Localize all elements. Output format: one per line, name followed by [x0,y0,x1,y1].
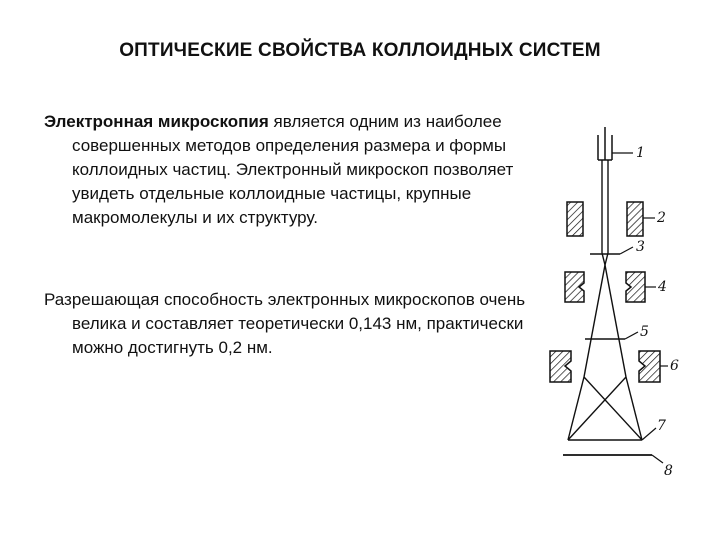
label-3: 3 [636,239,645,255]
label-1: 1 [636,145,645,161]
label-8: 8 [664,463,673,479]
electron-gun [598,127,612,160]
label-2: 2 [657,210,666,226]
electron-microscope-diagram [530,115,690,490]
projector-lens [550,351,660,382]
label-5: 5 [640,324,649,340]
label-7: 7 [657,418,666,434]
paragraph-resolution: Разрешающая способность электронных микроскопов очень велика и составляет теоретически 0,143 нм, практически можно достигнуть 0,2 нм. [44,290,526,357]
label-6: 6 [670,358,679,374]
slide-title: ОПТИЧЕСКИЕ СВОЙСТВА КОЛЛОИДНЫХ СИСТЕМ [119,40,601,61]
paragraph-electron-microscopy [44,110,552,230]
paragraph-1-text: является одним из наиболее совершенных методов определения размера и формы коллоидных частиц. Электронный микроскоп позволяет увидеть отдельные коллоидные частицы, крупные макромолекулы и их структуру. [72,112,514,227]
condenser-lens [567,202,643,236]
label-4: 4 [658,279,667,295]
bold-term: Электронная микроскопия [44,112,269,131]
objective-lens [565,272,645,302]
